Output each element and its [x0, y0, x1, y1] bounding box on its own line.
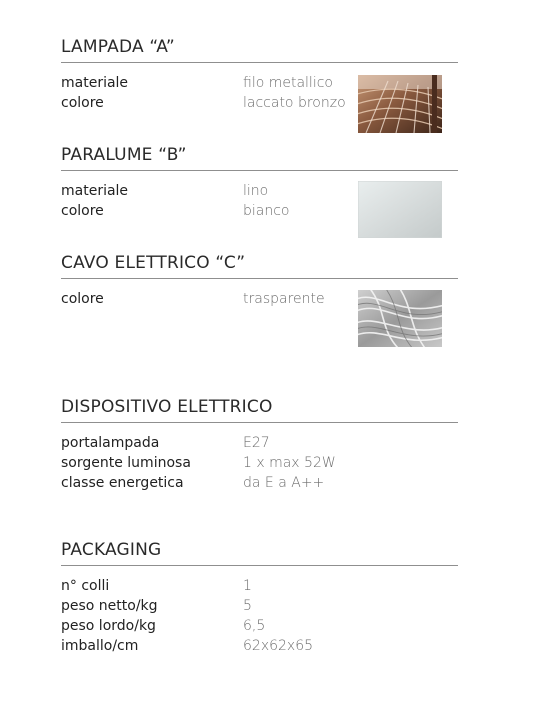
spec-value: 1 x max 52W [243, 455, 336, 471]
spec-value: trasparente [243, 291, 325, 307]
section-paralume [61, 145, 458, 221]
white-linen-swatch [358, 181, 442, 238]
spec-value: lino [243, 183, 269, 199]
spec-label: sorgente luminosa [61, 455, 191, 471]
section-title: CAVO ELETTRICO “C” [61, 253, 458, 279]
spec-row [61, 473, 458, 493]
spec-value: 5 [243, 598, 252, 614]
spec-value: E27 [243, 435, 270, 451]
spec-label: classe energetica [61, 475, 184, 491]
spec-label: materiale [61, 183, 129, 199]
spec-label: n° colli [61, 578, 110, 594]
section-cavo [61, 253, 458, 309]
spec-row [61, 596, 458, 616]
spec-value: da E a A++ [243, 475, 325, 491]
section-lampada [61, 37, 458, 113]
bronze-wire-swatch [358, 75, 442, 133]
spec-label: portalampada [61, 435, 160, 451]
section-dispositivo [61, 397, 458, 493]
section-packaging [61, 540, 458, 656]
spec-label: colore [61, 95, 104, 111]
transparent-cable-swatch [358, 290, 442, 347]
spec-label: imballo/cm [61, 638, 139, 654]
spec-row [61, 636, 458, 656]
spec-rows [61, 433, 458, 493]
spec-value: filo metallico [243, 75, 333, 91]
spec-label: colore [61, 291, 104, 307]
spec-label: colore [61, 203, 104, 219]
spec-row [61, 576, 458, 596]
spec-value: 62x62x65 [243, 638, 314, 654]
spec-row [61, 433, 458, 453]
section-title: DISPOSITIVO ELETTRICO [61, 397, 458, 423]
spec-rows [61, 576, 458, 656]
spec-value: laccato bronzo [243, 95, 346, 111]
spec-label: peso lordo/kg [61, 618, 156, 634]
spec-row [61, 453, 458, 473]
section-title: PACKAGING [61, 540, 458, 566]
section-title: PARALUME “B” [61, 145, 458, 171]
spec-label: materiale [61, 75, 129, 91]
spec-row [61, 616, 458, 636]
spec-value: 6,5 [243, 618, 266, 634]
spec-value: 1 [243, 578, 252, 594]
spec-value: bianco [243, 203, 290, 219]
section-title: LAMPADA “A” [61, 37, 458, 63]
spec-label: peso netto/kg [61, 598, 158, 614]
